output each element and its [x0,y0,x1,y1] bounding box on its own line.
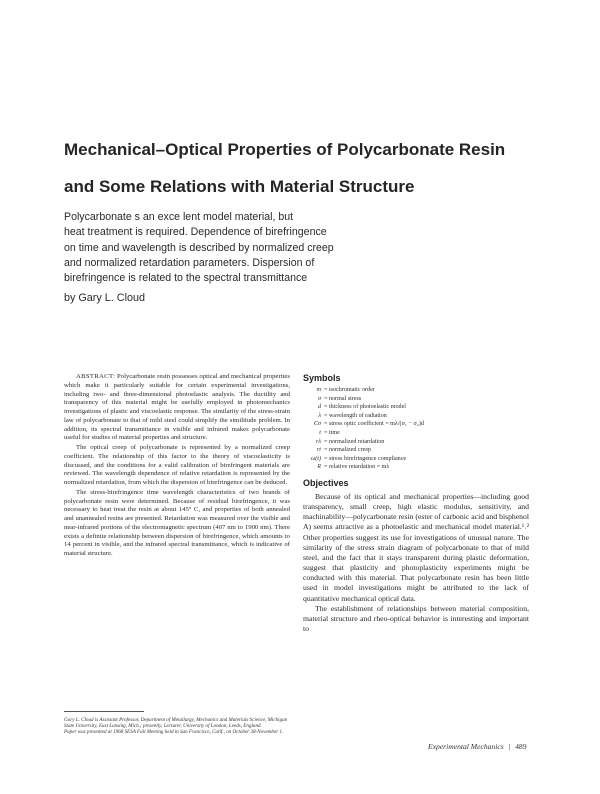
objectives-heading: Objectives [303,477,349,488]
footnote-affiliation: Gary L. Cloud is Assistant Professor, Department of Metallurgy, Mechanics and Materials Science, Michigan State University, East Lansing, Mich.; presently, Lecturer, University of London, Leeds, England. [64,717,288,730]
symbol-row [303,463,529,472]
intro-line-1: Polycarbonate s an exce lent model material, but [64,211,294,223]
objectives-paragraph-2: The establishment of relationships between material composition, material structure and rheo-optical behavior is interesting and important to [303,603,529,633]
symbol-row [303,429,529,438]
symbol: d [317,404,321,411]
symbol-definition: = wavelength of radiation [324,412,387,419]
objectives-paragraph-1: Because of its optical and mechanical properties—including good transparency, small creep, high elastic modulus, sensitivity, and machinability—polycarbonate resin (ester of carbonic acid and bisphenol A) seems attractive as a photoelastic and mechanical model material.¹˒² Other properties suggest its use for investigations of unusual nature. The similarity of the stress strain diagram of polycarbonate to that of mild steel, and the fact that it stays transparent during plastic deformation, suggest that plasticity and photoplasticity experiments might be conducted with this material. That polycarbonate resin has been little used in model investigations might be attributed to the lack of quantitative mechanical optical data. [303,491,529,603]
symbol: ω(t) [310,455,321,462]
objectives-text [303,492,529,634]
symbol-definition: = isochromatic order [324,387,375,393]
symbol-row [303,446,529,455]
symbol: t [319,429,321,436]
symbol-row [303,403,529,412]
abstract-paragraph-1 [64,373,290,443]
abstract-paragraph-2: The optical creep of polycarbonate is represented by a normalized creep coefficient. The relationship of this factor to the theory of viscoelasticity is discussed, and the conditions for a valid calibration of birefringent materials are reviewed. The wavelength dependence of relative retardation is represented by the normalized retardation, from which the dispersion of birefringence can be deduced. [64,444,290,486]
symbol-row [303,395,529,404]
symbols-list [303,386,529,472]
symbol-definition: = normalized creep [324,447,372,454]
symbol: rλ [315,438,321,445]
symbol-row [303,412,529,421]
symbols-heading: Symbols [303,373,341,383]
intro-line-4: and normalized retardation parameters. Dispersion of [64,256,315,269]
symbol-row [303,386,529,395]
symbol: σ [317,395,321,402]
right-column [303,373,529,634]
abstract-paragraph-3: The stress-birefringence time wavelength characteristics of two brands of polycarbonate resin were determined. Because of residual birefringence, it was necessary to heat treat the resin at about 145° C, and properties of both annealed and unannealed resins are presented. Retardation was measured over the visible and near-infrared portions of the electromagnetic spectrum (407 nm to 1900 nm). There exists a definite relationship between dispersion of birefringence, which amounts to 14 percent in visible, and the infrared spectral transmittance, which is indicative of material structure. [64,488,290,557]
footnote-presentation: Paper was presented at 1968 SESA Fall Meeting held in San Francisco, Calif., on October 28-November 1. [64,729,284,736]
footnote-divider [64,711,144,712]
author-byline: by Gary L. Cloud [64,292,146,304]
symbol: R [317,464,321,471]
intro-line-5: birefringence is related to the spectral transmittance [64,272,308,285]
paper-title [64,131,564,205]
symbol: m [316,387,321,393]
author-footnote [64,717,290,736]
intro-summary [64,210,524,286]
page-number: 489 [515,742,527,751]
symbol-definition: = normal stress [324,395,362,402]
symbol-definition: = thickness of photoelastic model [324,404,406,411]
symbol-definition: = time [324,429,340,436]
symbol-row [303,438,529,447]
symbol: rt [316,447,321,454]
title-line-2: and Some Relations with Material Structure [64,177,415,196]
symbol: λ [318,412,321,419]
abstract-column [64,373,290,559]
journal-name: Experimental Mechanics [428,742,504,751]
symbol-definition: = normalized retardation [324,438,385,445]
symbol-row [303,455,529,464]
intro-line-3: on time and wavelength is described by normalized creep [64,241,334,254]
title-line-1: Mechanical–Optical Properties of Polycarbonate Resin [64,140,506,159]
abstract-lead: ABSTRACT: [76,373,116,380]
symbol-definition: = relative retardation = mλ [324,464,390,471]
symbol-definition: = stress optic coefficient = mλ/(σ₁ − σ₂)d [324,421,424,428]
page-footer [428,742,527,751]
symbol-definition: = stress birefringence compliance [324,455,407,462]
intro-line-2: heat treatment is required. Dependence of birefringence [64,226,327,239]
abstract-text-1: Polycarbonate resin possesses optical and mechanical properties which make it particularly suitable for certain experimental investigations, including two- and three-dimensional photoelastic analysis. The ductility and transparency of this material might be usefully employed in photomechanics investigations of plastic and viscoelastic response. The similarity of the stress-strain law of polycarbonate to that of mild steel could simplify the similitude problem. In addition, its spectral transmittance in visible and infrared makes polycarbonate useful for studies of material properties and structure. [64,373,290,442]
symbol-row [303,420,529,429]
symbol: Cσ [313,421,321,428]
footer-separator: | [508,742,511,751]
